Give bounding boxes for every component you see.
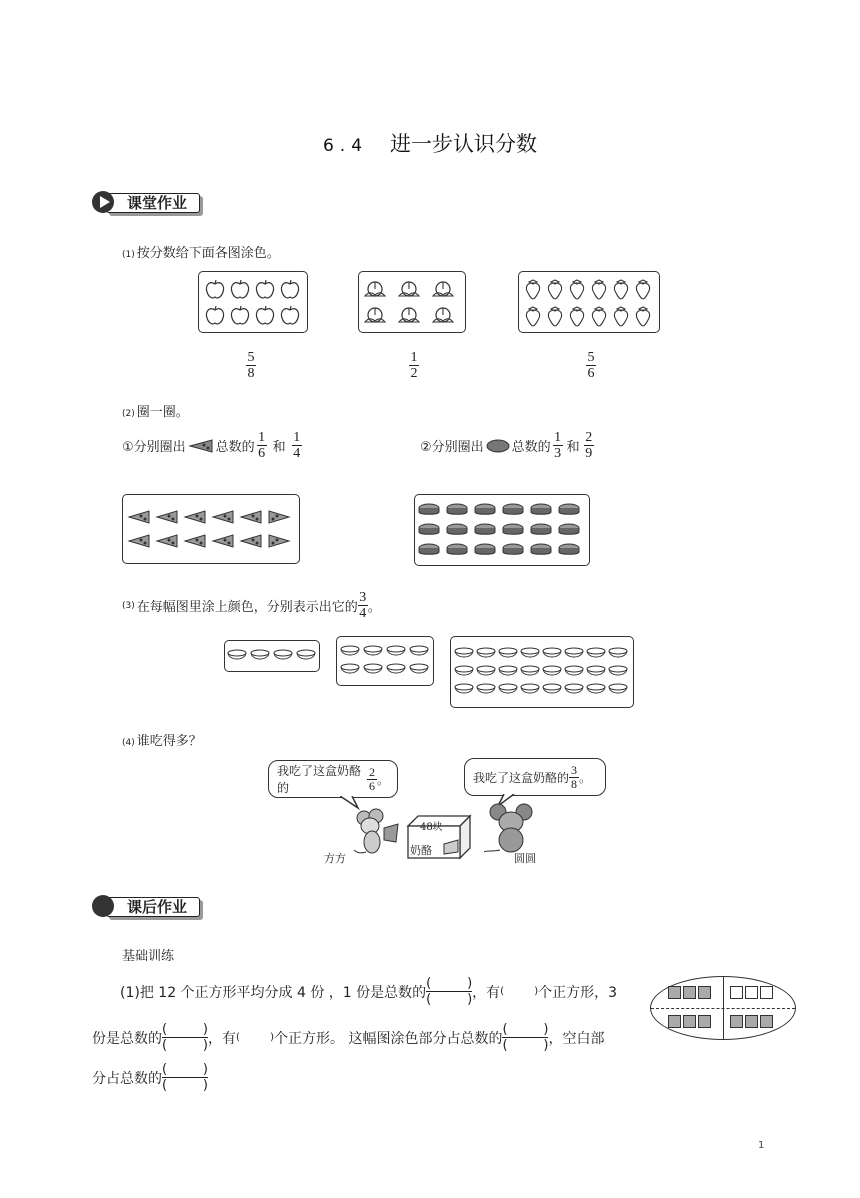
bowl-icon [586, 683, 606, 697]
mooncake-icon [558, 502, 580, 518]
hw-line-2: 份是总数的 ( ) ( ) ，有 ( ) 个正方形。 这幅图涂色部分占总数的 ( ) ( ) ，空白部 [92, 1022, 605, 1053]
bowl-icon [520, 665, 540, 679]
peach-icon [397, 305, 421, 325]
section-title: 进一步认识分数 [390, 132, 538, 156]
pizza-slice-icon [183, 509, 207, 525]
homework-banner [92, 895, 214, 917]
peaches-box [358, 271, 466, 333]
hw-line-1: (1)把 12 个正方形平均分成 4 份 ，1 份是总数的 ( ) ( ) ，有 ( ) 个正方形，3 [120, 976, 618, 1007]
pizza-box [122, 494, 300, 564]
fraction-peaches: 1 2 [410, 350, 418, 381]
squares-group-top-right [729, 986, 774, 999]
apples-box [198, 271, 308, 333]
strawberry-icon [612, 278, 630, 300]
mooncake-icon [530, 522, 552, 538]
pizza-slice-icon [267, 533, 291, 549]
hw-line-3: 分占总数的 ( ) ( ) [92, 1062, 208, 1093]
bowl-icon [542, 665, 562, 679]
mooncake-icon [486, 438, 510, 454]
pizza-slice-icon [183, 533, 207, 549]
mooncake-icon [418, 502, 440, 518]
yuanyuan-label: 圆圆 [514, 852, 536, 865]
strawberry-icon [568, 305, 586, 327]
strawberry-icon [590, 278, 608, 300]
bowl-icon [608, 647, 628, 661]
mooncake-icon [446, 542, 468, 558]
answer-blank[interactable]: ( ) ( ) [162, 1062, 208, 1093]
mouse-fangfang-icon [350, 808, 402, 856]
pizza-slice-icon [188, 438, 214, 454]
bowl-icon [454, 647, 474, 661]
mouse-yuanyuan-icon [484, 802, 540, 856]
strawberry-icon [590, 305, 608, 327]
basic-training-heading: 基础训练 [122, 949, 175, 964]
classwork-banner [92, 191, 212, 213]
bowl-icon [476, 665, 496, 679]
q4-prompt: (4) 谁吃得多？ [122, 734, 202, 749]
cheese-label: 奶酪 [410, 844, 432, 857]
mooncake-icon [530, 542, 552, 558]
strawberry-icon [634, 305, 652, 327]
answer-blank[interactable]: ( ) ( ) [502, 1022, 549, 1053]
classwork-label: 课堂作业 [106, 193, 200, 213]
strawberry-icon [634, 278, 652, 300]
mooncake-icon [502, 522, 524, 538]
q3-prompt: (3) 在每幅图里涂上颜色，分别表示出它的 $\frac{3}{4}$ 。 [122, 590, 381, 621]
apple-icon [204, 278, 226, 300]
apple-icon [279, 304, 301, 326]
strawberry-icon [546, 305, 564, 327]
fraction-apples: 5 8 [247, 350, 255, 381]
bowl-icon [250, 649, 270, 663]
pizza-slice-icon [211, 533, 235, 549]
mooncake-icon [474, 542, 496, 558]
bowl-icon [340, 645, 360, 659]
bowl-icon [363, 645, 383, 659]
bowl-icon [386, 645, 406, 659]
mooncake-icon [502, 502, 524, 518]
bowl-icon [409, 645, 429, 659]
runner-icon [92, 895, 114, 917]
bowl-icon [498, 647, 518, 661]
bowl-icon [476, 683, 496, 697]
q1-prompt [122, 242, 280, 261]
bowl-icon [564, 665, 584, 679]
mooncake-box [414, 494, 590, 566]
answer-blank[interactable]: ( ) [236, 1032, 274, 1043]
strawberry-icon [546, 278, 564, 300]
pizza-slice-icon [155, 509, 179, 525]
squares-group-bottom-right [729, 1015, 774, 1028]
bowl-icon [476, 647, 496, 661]
apple-icon [229, 278, 251, 300]
bowls-box-8 [336, 636, 434, 686]
apple-icon [279, 278, 301, 300]
right-speech-bubble: 我吃了这盒奶酪的 $\frac{3}{8}$ 。 [464, 758, 606, 796]
mooncake-icon [446, 502, 468, 518]
mooncake-icon [558, 542, 580, 558]
bowls-box-4 [224, 640, 320, 672]
bowl-icon [608, 683, 628, 697]
bowl-icon [340, 663, 360, 677]
bowl-icon [542, 683, 562, 697]
peach-icon [397, 279, 421, 299]
apple-icon [254, 278, 276, 300]
pizza-slice-icon [239, 533, 263, 549]
bowl-icon [454, 665, 474, 679]
mooncake-icon [558, 522, 580, 538]
bowl-icon [564, 683, 584, 697]
strawberry-icon [524, 305, 542, 327]
page-number: 1 [758, 1140, 765, 1151]
pizza-slice-icon [267, 509, 291, 525]
mooncake-icon [446, 522, 468, 538]
bowl-icon [454, 683, 474, 697]
bowl-icon [608, 665, 628, 679]
q2-prompt: (2) 圈一圈。 [122, 405, 189, 420]
strawberry-icon [568, 278, 586, 300]
pizza-slice-icon [155, 533, 179, 549]
q1-text: 按分数给下面各图涂色。 [136, 246, 280, 261]
bowl-icon [227, 649, 247, 663]
q1-number: (1) [122, 250, 135, 260]
mooncake-icon [474, 522, 496, 538]
peach-icon [363, 279, 387, 299]
bowl-icon [564, 647, 584, 661]
homework-label: 课后作业 [106, 897, 200, 917]
bowl-icon [498, 683, 518, 697]
bowl-icon [542, 647, 562, 661]
peach-icon [431, 279, 455, 299]
q2a-instruction: ①分别圈出 总数的 $\frac{1}{6}$ 和 $\frac{1}{4}$ [122, 430, 301, 461]
strawberry-icon [612, 305, 630, 327]
bowl-icon [520, 647, 540, 661]
q2b-instruction: ②分别圈出 总数的 $\frac{1}{3}$ 和 $\frac{2}{9}$ [420, 430, 593, 461]
fraction-strawberries: 5 6 [587, 350, 595, 381]
pizza-slice-icon [239, 509, 263, 525]
mooncake-icon [530, 502, 552, 518]
apple-icon [204, 304, 226, 326]
mooncake-icon [418, 522, 440, 538]
bowl-icon [586, 647, 606, 661]
bowls-box-24 [450, 636, 634, 708]
strawberries-box [518, 271, 660, 333]
play-icon [92, 191, 114, 213]
mooncake-icon [418, 542, 440, 558]
mooncake-icon [474, 502, 496, 518]
cheese-count: 48块 [420, 822, 443, 833]
mooncake-icon [502, 542, 524, 558]
pizza-slice-icon [211, 509, 235, 525]
answer-blank[interactable]: ( ) [500, 986, 539, 997]
squares-ellipse-diagram [650, 976, 796, 1040]
bowl-icon [520, 683, 540, 697]
pizza-slice-icon [127, 533, 151, 549]
bowl-icon [296, 649, 316, 663]
fangfang-label: 方方 [324, 852, 346, 865]
squares-group-top-left [667, 986, 712, 999]
section-number: 6.4 [322, 136, 369, 156]
page-title [0, 128, 860, 158]
squares-group-bottom-left [667, 1015, 712, 1028]
bowl-icon [273, 649, 293, 663]
bowl-icon [386, 663, 406, 677]
pizza-slice-icon [127, 509, 151, 525]
answer-blank[interactable]: ( ) ( ) [162, 1022, 208, 1053]
peach-icon [363, 305, 387, 325]
apple-icon [254, 304, 276, 326]
bowl-icon [498, 665, 518, 679]
apple-icon [229, 304, 251, 326]
peach-icon [431, 305, 455, 325]
bowl-icon [409, 663, 429, 677]
bowl-icon [586, 665, 606, 679]
answer-blank[interactable]: ( ) ( ) [426, 976, 473, 1007]
left-speech-bubble: 我吃了这盒奶酪的 $\frac{2}{6}$ 。 [268, 760, 398, 798]
strawberry-icon [524, 278, 542, 300]
bowl-icon [363, 663, 383, 677]
